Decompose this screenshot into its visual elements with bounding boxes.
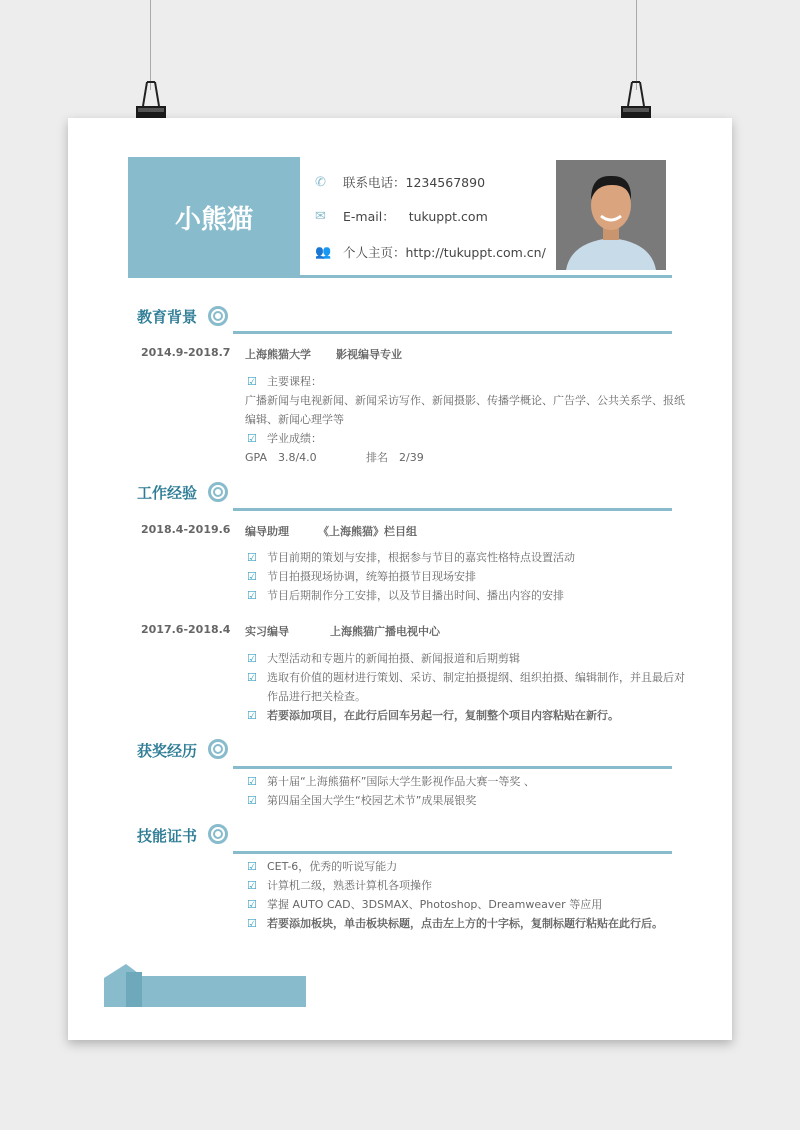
target-icon <box>208 306 228 326</box>
decorative-building-shape <box>104 962 308 1007</box>
checkbox-icon: ☑ <box>247 709 257 722</box>
major: 影视编导专业 <box>336 348 402 361</box>
list-item <box>247 895 687 914</box>
rank: 排名 2/39 <box>366 451 424 464</box>
list-item <box>247 372 687 391</box>
section-title-skills[interactable]: 技能证书 <box>137 827 198 845</box>
section-title-work[interactable]: 工作经验 <box>137 484 198 502</box>
phone-row: ✆ 联系电话：1234567890 <box>315 174 486 190</box>
checkbox-icon: ☑ <box>247 879 257 892</box>
list-item <box>247 772 687 791</box>
item-text: 节目拍摄现场协调，统筹拍摄节目现场安排 <box>267 570 476 583</box>
list-item <box>247 791 687 810</box>
divider <box>233 766 672 769</box>
item-text: 选取有价值的题材进行策划、采访、制定拍摄提纲、组织拍摄、编辑制作，并且最后对作品进行把关检查。 <box>267 671 685 703</box>
courses-text: 广播新闻与电视新闻、新闻采访写作、新闻摄影、传播学概论、广告学、公共关系学、报纸编辑、新闻心理学等 <box>245 394 685 426</box>
checkbox-icon: ☑ <box>247 570 257 583</box>
item-text: 大型活动和专题片的新闻拍摄、新闻报道和后期剪辑 <box>267 652 520 665</box>
item-text: CET-6，优秀的听说写能力 <box>267 860 398 873</box>
list-item <box>247 548 687 567</box>
list-item <box>247 586 687 605</box>
item-text: 若要添加项目，在此行后回车另起一行，复制整个项目内容粘贴在新行。 <box>267 709 619 722</box>
checkbox-icon: ☑ <box>247 917 257 930</box>
phone-icon: ✆ <box>315 174 326 190</box>
item-text: 掌握 AUTO CAD、3DSMAX、Photoshop、Dreamweaver 等应用 <box>267 898 603 911</box>
org: 上海熊猫广播电视中心 <box>330 625 440 638</box>
checkbox-icon: ☑ <box>247 671 257 684</box>
checkbox-icon: ☑ <box>247 551 257 564</box>
list-item <box>247 668 687 706</box>
school: 上海熊猫大学 <box>245 348 311 361</box>
section-title-education[interactable]: 教育背景 <box>137 308 198 326</box>
item-text: 第四届全国大学生“校园艺术节”成果展银奖 <box>267 794 477 807</box>
mail-icon: ✉ <box>315 208 326 224</box>
divider <box>300 275 672 278</box>
item-text: 节目后期制作分工安排，以及节目播出时间、播出内容的安排 <box>267 589 564 602</box>
checkbox-icon: ☑ <box>247 860 257 873</box>
target-icon <box>208 482 228 502</box>
homepage-row <box>315 243 546 261</box>
item-text: 若要添加板块，单击板块标题，点击左上方的十字标，复制标题行粘贴在此行后。 <box>267 917 663 930</box>
date: 2018.4-2019.6 <box>141 523 231 536</box>
divider <box>233 851 672 854</box>
checkbox-icon: ☑ <box>247 432 257 445</box>
list-item <box>247 567 687 586</box>
item-text: 计算机二级，熟悉计算机各项操作 <box>267 879 432 892</box>
date: 2017.6-2018.4 <box>141 623 231 636</box>
name-title: 小熊猫 <box>128 157 300 278</box>
item-text: 主要课程： <box>267 375 322 388</box>
checkbox-icon: ☑ <box>247 898 257 911</box>
checkbox-icon: ☑ <box>247 589 257 602</box>
list-item <box>247 857 687 876</box>
target-icon <box>208 824 228 844</box>
role: 编导助理 <box>245 525 289 538</box>
date: 2014.9-2018.7 <box>141 346 231 359</box>
divider <box>233 508 672 511</box>
hanging-string <box>150 0 151 90</box>
list-item <box>247 706 687 725</box>
item-text: 学业成绩： <box>267 432 322 445</box>
homepage-link[interactable]: 个人主页：http://tukuppt.com.cn/ <box>343 245 546 260</box>
checkbox-icon: ☑ <box>247 775 257 788</box>
item-text: 第十届“上海熊猫杯”国际大学生影视作品大赛一等奖 、 <box>267 775 535 788</box>
list-item <box>247 429 687 448</box>
profile-photo <box>556 160 666 270</box>
email-row: ✉ E-mail： tukuppt.com <box>315 208 488 224</box>
checkbox-icon: ☑ <box>247 375 257 388</box>
hanging-string <box>636 0 637 90</box>
section-title-awards[interactable]: 获奖经历 <box>137 742 198 760</box>
list-item <box>247 914 687 933</box>
user-icon: 👥 <box>315 244 332 260</box>
role: 实习编导 <box>245 625 289 638</box>
checkbox-icon: ☑ <box>247 794 257 807</box>
gpa: GPA 3.8/4.0 <box>245 451 317 464</box>
divider <box>233 331 672 334</box>
item-text: 节目前期的策划与安排，根据参与节目的嘉宾性格特点设置活动 <box>267 551 575 564</box>
target-icon <box>208 739 228 759</box>
list-item <box>247 649 687 668</box>
org: 《上海熊猫》栏目组 <box>318 525 417 538</box>
checkbox-icon: ☑ <box>247 652 257 665</box>
list-item <box>247 876 687 895</box>
email-link[interactable]: tukuppt.com <box>408 208 488 224</box>
